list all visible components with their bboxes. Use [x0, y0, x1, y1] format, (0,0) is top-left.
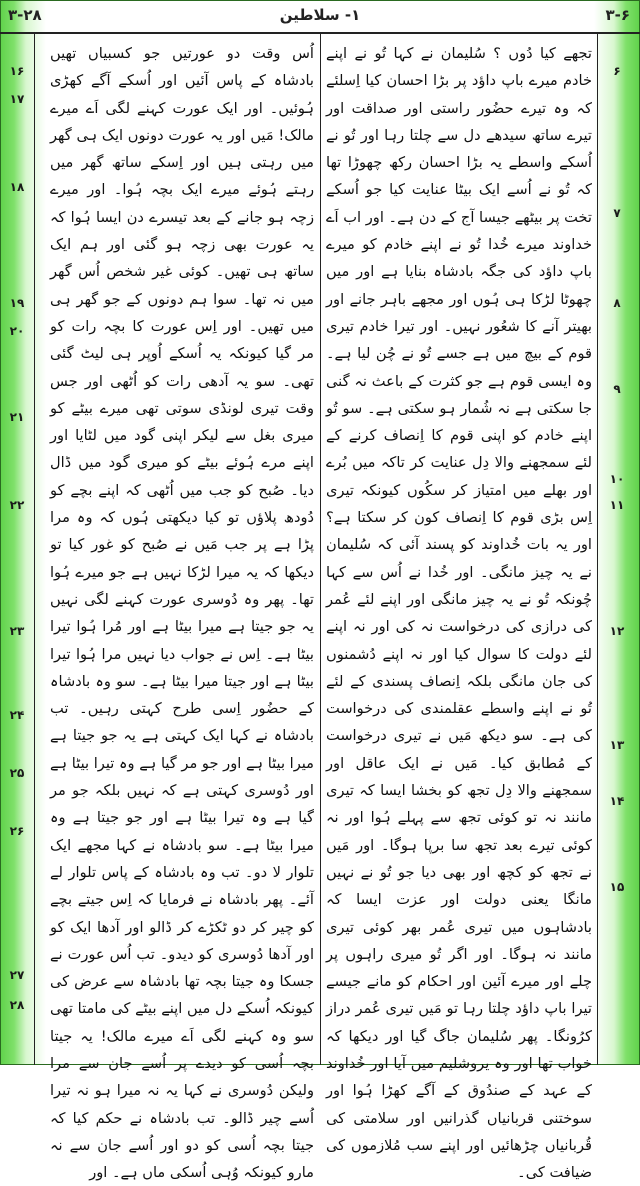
left-column-text: اُس وقت دو عورتیں جو کسبیاں تھیں بادشاہ کے پاس آئیں اور اُسکے آگے کھڑی ہُوئیں۔ اور ایک عورت کہنے لگی اَے میرے مالک! مَیں اور یہ عورت دونوں ایک ہی گھر میں رہتی ہیں اور اِسکے ساتھ گھر میں رہتے ہُوئے میرے ایک بچہ ہُوا۔ اور میرے زچہ ہو جانے کے بعد تیسرے دن ایسا ہُوا کہ یہ عورت بھی زچہ ہو گئی اور ہم ایک ساتھ ہی تھیں۔ کوئی غیر شخص اُس گھر میں نہ تھا۔ سوا ہم دونوں کے جو گھر ہی میں تھیں۔ اور اِس عورت کا بچہ رات کو مر گیا کیونکہ یہ اُسکے اُوپر ہی لیٹ گئی تھی۔ سو یہ آدھی رات کو اُٹھی اور جس وقت تیری لونڈی سوتی تھی میرے بیٹے کو میری بغل سے لیکر اپنی گود میں لٹایا اور اپنے مرے ہُوئے بیٹے کو میری گود میں ڈال دیا۔ صُبح کو جب میں اُٹھی کہ اپنے بچے کو دُودھ پلاؤں تو کیا دیکھتی ہُوں کہ وہ مرا پڑا ہے پر جب مَیں نے صُبح کو غور کیا تو دیکھا کہ یہ میرا لڑکا نہیں ہے جو میرے ہُوا تھا۔ پھر وہ دُوسری عورت کہنے لگی نہیں یہ جو جیتا ہے میرا بیٹا ہے اور مُرا ہُوا تیرا بیٹا ہے۔ اِس نے جواب دیا نہیں مرا ہُوا تیرا بیٹا ہے اور جیتا میرا بیٹا ہے۔ سو وہ بادشاہ کے حضُور اِسی طرح کہتی رہیں۔ تب بادشاہ نے کہا ایک کہتی ہے یہ جو جیتا ہے میرا بیٹا ہے اور جو مر گیا ہے وہ تیرا بیٹا ہے اور دُوسری کہتی ہے کہ نہیں بلکہ جو مر گیا ہے وہ تیرا بیٹا ہے اور جو جیتا ہے وہ میرا بیٹا ہے۔ سو بادشاہ نے کہا مجھے ایک تلوار لا دو۔ تب وہ بادشاہ کے پاس تلوار لے آئے۔ پھر بادشاہ نے فرمایا کہ اِس جیتے بچے کو چیر کر دو ٹکڑے کر ڈالو اور آدھا ایک کو اور آدھا دُوسری کو دیدو۔ تب اُس عورت نے جسکا وہ جیتا بچہ تھا بادشاہ سے عرض کی کیونکہ اُسکے دل میں اپنے بیٹے کی مامتا تھی سو وہ کہنے لگی اَے میرے مالک! یہ جیتا بچہ اُسی کو دیدے پر اُسے جان سے مرا ولیکن دُوسری نے کہا یہ نہ میرا ہو نہ تیرا اُسے چیر ڈالو۔ تب بادشاہ نے حکم کیا کہ جیتا بچہ اُسی کو دو اور اُسے جان سے نہ مارو کیونکہ وُہی اُسکی ماں ہے۔ اور — [50, 45, 314, 1182]
verse-number: ۲۵ — [9, 766, 25, 780]
verse-number: ۲۴ — [9, 708, 25, 722]
verse-number: ۲۸ — [9, 998, 25, 1012]
verse-number: ۲۰ — [9, 324, 25, 338]
verse-number: ۱۶ — [9, 64, 25, 78]
verse-number: ۱۲ — [609, 624, 625, 638]
verse-number: ۱۴ — [609, 794, 625, 808]
verse-number: ۸ — [613, 296, 621, 310]
verse-number: ۷ — [613, 206, 621, 220]
left-text-column — [50, 40, 314, 1182]
column-divider — [320, 32, 321, 1065]
verse-number: ۶ — [613, 64, 621, 78]
verse-number: ۲۷ — [9, 968, 25, 982]
verse-number: ۲۳ — [9, 624, 25, 638]
verse-number: ۱۵ — [609, 880, 625, 894]
verse-number: ۹ — [613, 382, 621, 396]
header-right-reference: ۳-۶ — [605, 6, 630, 24]
verse-number: ۲۱ — [9, 410, 25, 424]
verse-number: ۱۸ — [9, 180, 25, 194]
verse-number: ۱۱ — [609, 498, 625, 512]
book-title: ۱- سلاطین — [279, 6, 361, 24]
running-header — [0, 0, 640, 34]
verse-number: ۲۶ — [9, 824, 25, 838]
verse-number: ۱۹ — [9, 296, 25, 310]
right-column-text: تجھے کیا دُوں ؟ سُلیمان نے کہا تُو نے اپنے خادم میرے باپ داؤد پر بڑا احسان کیا اِسلئے کہ وہ تیرے حضُور راستی اور صداقت اور تیرے ساتھ سیدھے دل سے چلتا رہا اور تُو نے اُسکے واسطے یہ بڑا احسان رکھ چھوڑا تھا کہ تُو نے اُسے ایک بیٹا عنایت کیا جو اُسکے تخت پر بیٹھے جیسا آج کے دن ہے۔ اور اب اَے خداوند میرے خُدا تُو نے اپنے خادم کو میرے باپ داؤد کی جگہ بادشاہ بنایا ہے اور میں چھوٹا لڑکا ہی ہُوں اور مجھے باہر جانے اور بھیتر آنے کا شعُور نہیں۔ اور تیرا خادم تیری قوم کے بیچ میں ہے جسے تُو نے چُن لیا ہے۔ وہ ایسی قوم ہے جو کثرت کے باعث نہ گنی جا سکتی ہے نہ شُمار ہو سکتی ہے۔ سو تُو اپنے خادم کو اپنی قوم کا اِنصاف کرنے کے لئے سمجھنے والا دِل عنایت کر تاکہ میں بُرے اور بھلے میں امتیاز کر سکُوں کیونکہ تیری اِس بڑی قوم کا اِنصاف کون کر سکتا ہے؟ اور یہ بات خُداوند کو پسند آئی کہ سُلیمان نے یہ چیز مانگی۔ اور خُدا نے اُس سے کہا چُونکہ تُو نے یہ چیز مانگی اور اپنے لئے عُمر کی درازی کی درخواست نہ کی اور نہ اپنے لئے دولت کا سوال کیا اور نہ اپنے دُشمنوں کی جان مانگی بلکہ اِنصاف پسندی کے لئے تُو نے اپنے واسطے عقلمندی کی درخواست کی ہے۔ سو دیکھ مَیں نے تیری درخواست کے مُطابق کیا۔ مَیں نے ایک عاقل اور سمجھنے والا دِل تجھ کو بخشا ایسا کہ تیری مانند نہ تو کوئی تجھ سے پہلے ہُوا اور نہ کوئی تیرے بعد تجھ سا برپا ہوگا۔ اور مَیں نے تجھ کو کچھ اور بھی دیا جو تُو نے نہیں مانگا یعنی دولت اور عزت ایسا کہ بادشاہوں میں تیری عُمر بھر کوئی تیری مانند نہ ہوگا۔ اور اگر تُو میری راہوں پر چلے اور میرے آئین اور احکام کو مانے جیسے تیرا باپ داؤد چلتا رہا تو مَیں تیری عُمر دراز کرُونگا۔ پھر سُلیمان جاگ گیا اور دیکھا کہ خواب تھا اور وہ یروشلیم میں آیا اور خُداوند کے عہد کے صندُوق کے آگے کھڑا ہُوا اور سوختنی قربانیاں گذرانیں اور سلامتی کی قُربانیاں چڑھائیں اور اپنے سب مُلازموں کی ضیافت کی۔ — [326, 45, 592, 1182]
verse-number: ۱۷ — [9, 92, 25, 106]
right-margin-rule — [597, 32, 598, 1065]
right-text-column — [326, 40, 592, 1182]
header-left-reference: ۳-۲۸ — [8, 6, 42, 24]
verse-number: ۱۳ — [609, 738, 625, 752]
verse-number: ۱۰ — [609, 472, 625, 486]
left-margin-rule — [34, 32, 35, 1065]
verse-number: ۲۲ — [9, 498, 25, 512]
